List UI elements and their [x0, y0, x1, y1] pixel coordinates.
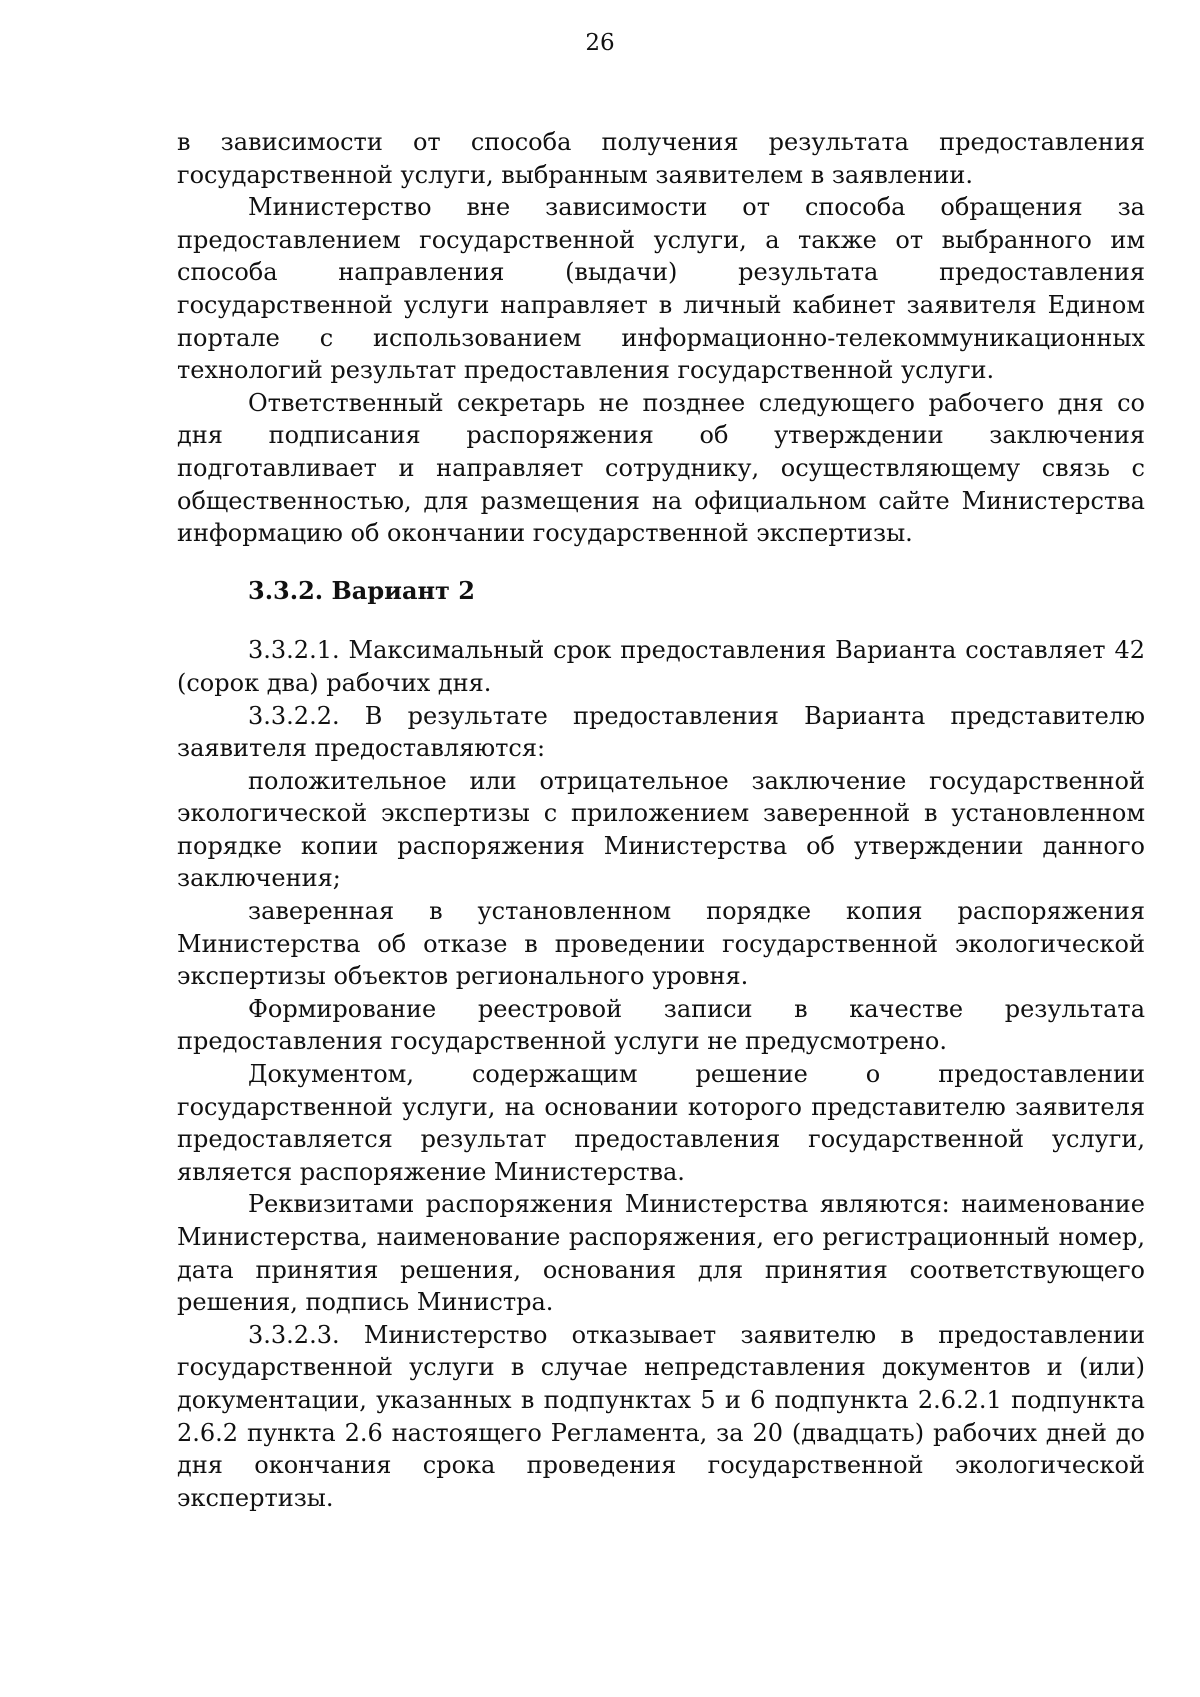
section-heading: 3.3.2. Вариант 2 — [248, 575, 475, 605]
paragraph: Документом, содержащим решение о предоставлении государственной услуги, на основании которого представителю заявителя предоставляется результат предоставления государственной услуги, является распоряжение Министерства. — [177, 1060, 1145, 1186]
page-number: 26 — [585, 30, 615, 56]
paragraph: Формирование реестровой записи в качестве результата предоставления государственной услуги не предусмотрено. — [177, 994, 1145, 1056]
document-body — [177, 126, 1145, 1514]
paragraph: Ответственный секретарь не позднее следующего рабочего дня со дня подписания распоряжения об утверждении заключения подготавливает и направляет сотруднику, осуществляющему связь с общественностью, для размещения на официальном сайте Министерства информацию об окончании государственной экспертизы. — [177, 388, 1145, 548]
paragraph: 3.3.2.2. В результате предоставления Варианта представителю заявителя предоставляются: — [177, 701, 1145, 763]
paragraph: положительное или отрицательное заключение государственной экологической экспертизы с приложением заверенной в установленном порядке копии распоряжения Министерства об утверждении данного заключения; — [177, 766, 1145, 893]
paragraph: Реквизитами распоряжения Министерства являются: наименование Министерства, наименование распоряжения, его регистрационный номер, дата принятия решения, основания для принятия соответствующего решения, подпись Министра. — [177, 1190, 1145, 1317]
paragraph: 3.3.2.3. Министерство отказывает заявителю в предоставлении государственной услуги в случае непредставления документов и (или) документации, указанных в подпунктах 5 и 6 подпункта 2.6.2.1 подпункта 2.6.2 пункта 2.6 настоящего Регламента, за 20 (двадцать) рабочих дней до дня окончания срока проведения государственной экологической экспертизы. — [177, 1320, 1145, 1512]
paragraph-continuation: в зависимости от способа получения результата предоставления государственной услуги, выбранным заявителем в заявлении. — [177, 128, 1145, 189]
paragraph: 3.3.2.1. Максимальный срок предоставления Варианта составляет 42 (сорок два) рабочих дня. — [177, 636, 1145, 697]
paragraph: заверенная в установленном порядке копия распоряжения Министерства об отказе в проведении государственной экологической экспертизы объектов регионального уровня. — [177, 897, 1145, 991]
paragraph: Министерство вне зависимости от способа обращения за предоставлением государственной услуги, а также от выбранного им способа направления (выдачи) результата предоставления государственной услуги направляет в личный кабинет заявителя Едином портале с использованием информационно-телекоммуникационных технологий результат предоставления государственной услуги. — [177, 193, 1145, 385]
